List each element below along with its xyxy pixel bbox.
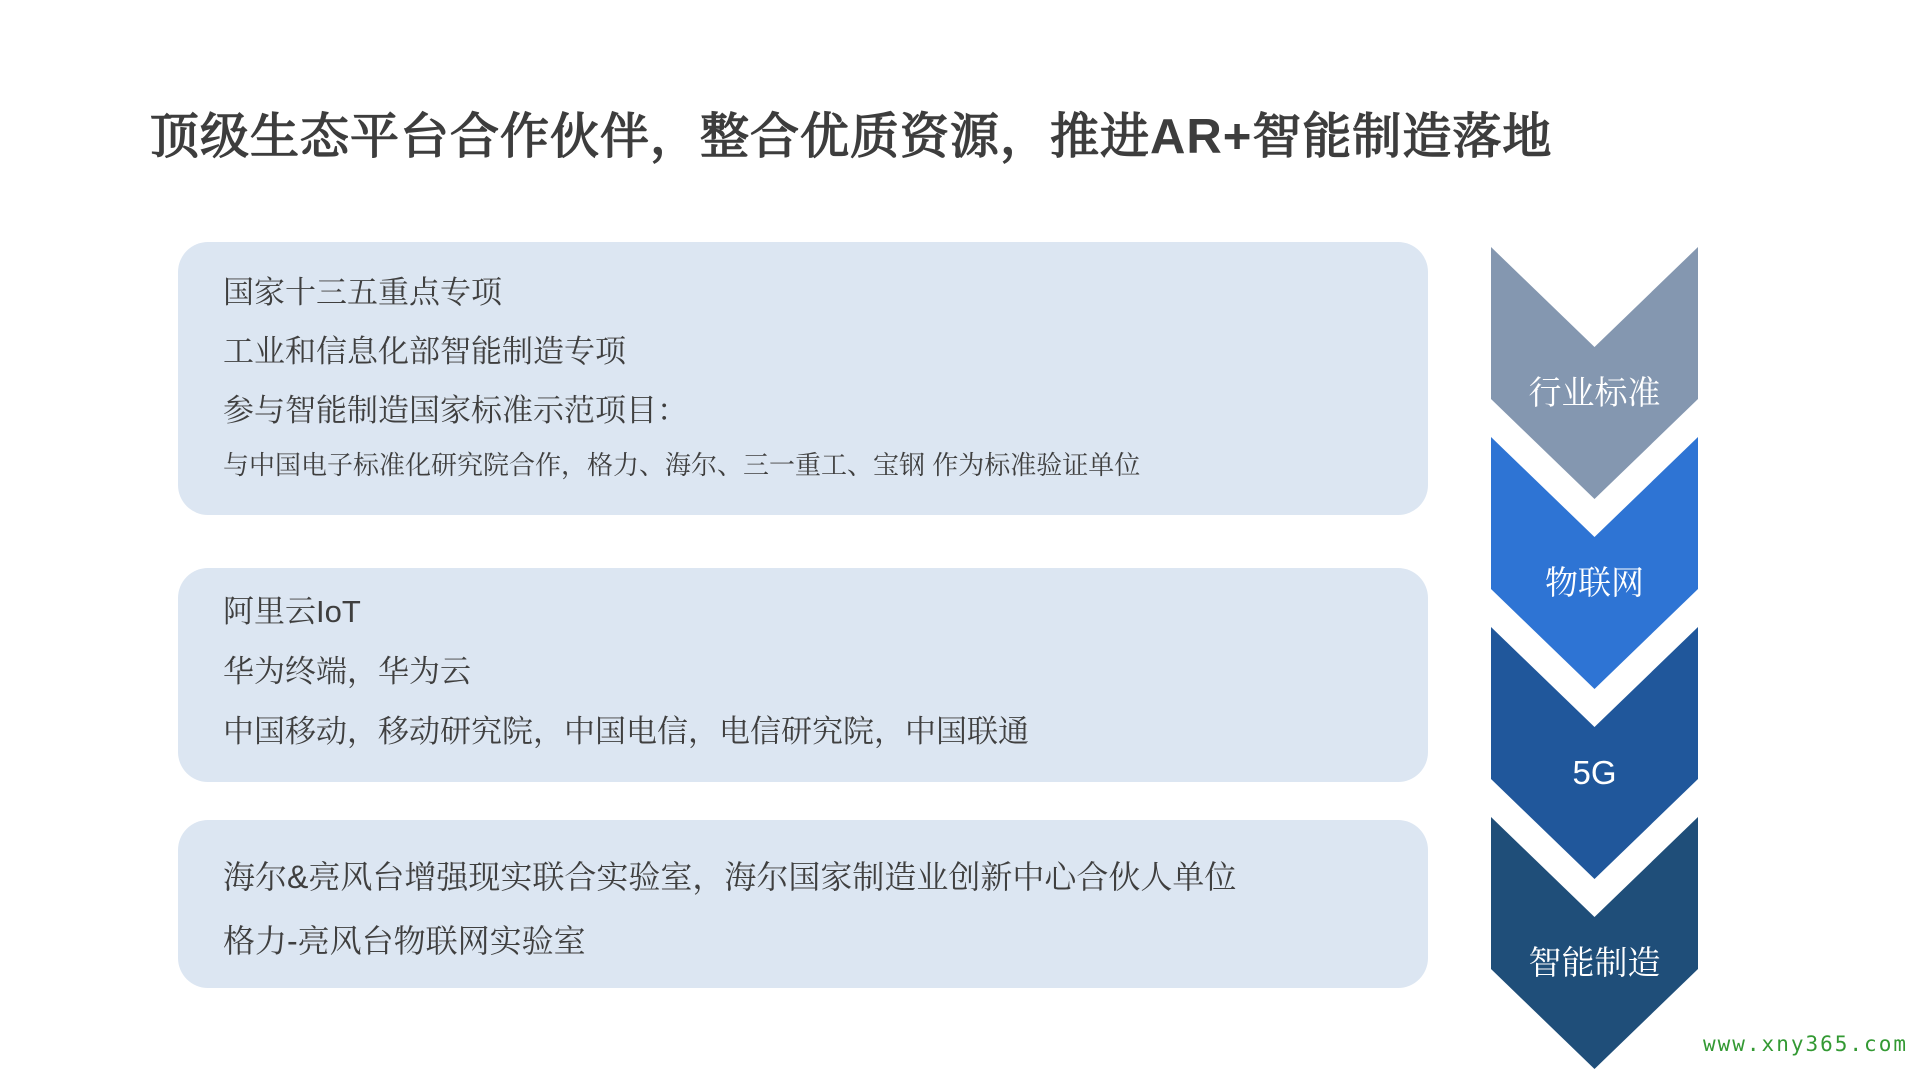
card-text-line-small: 与中国电子标准化研究院合作，格力、海尔、三一重工、宝钢 作为标准验证单位 xyxy=(223,450,1141,480)
chevron-label: 智能制造 xyxy=(1528,944,1661,981)
watermark-url: www.xny365.com xyxy=(1702,1032,1908,1056)
chevron-label: 物联网 xyxy=(1545,564,1644,601)
card-joint-labs xyxy=(178,820,1428,988)
card-text-line: 格力-亮风台物联网实验室 xyxy=(223,923,586,959)
card-text-line: 中国移动，移动研究院，中国电信，电信研究院，中国联通 xyxy=(223,714,1029,749)
card-text-line: 海尔&亮风台增强现实联合实验室，海尔国家制造业创新中心合伙人单位 xyxy=(223,859,1237,895)
chevron-smart-manufacturing xyxy=(1491,817,1698,1069)
page-title: 顶级生态平台合作伙伴，整合优质资源，推进AR+智能制造落地 xyxy=(150,110,1553,164)
card-text-line: 参与智能制造国家标准示范项目： xyxy=(223,393,688,428)
card-text-line: 工业和信息化部智能制造专项 xyxy=(223,334,626,369)
chevron-label: 行业标准 xyxy=(1528,374,1661,411)
card-text-line: 华为终端，华为云 xyxy=(223,654,471,689)
card-text-line: 阿里云IoT xyxy=(223,594,361,629)
chevron-flow-diagram xyxy=(1491,247,1698,1080)
card-national-projects xyxy=(178,242,1428,515)
card-cloud-telecom-partners xyxy=(178,568,1428,782)
card-text-line: 国家十三五重点专项 xyxy=(223,275,502,310)
chevron-down-arrow-icon xyxy=(1491,817,1698,1069)
chevron-label: 5G xyxy=(1572,754,1617,791)
